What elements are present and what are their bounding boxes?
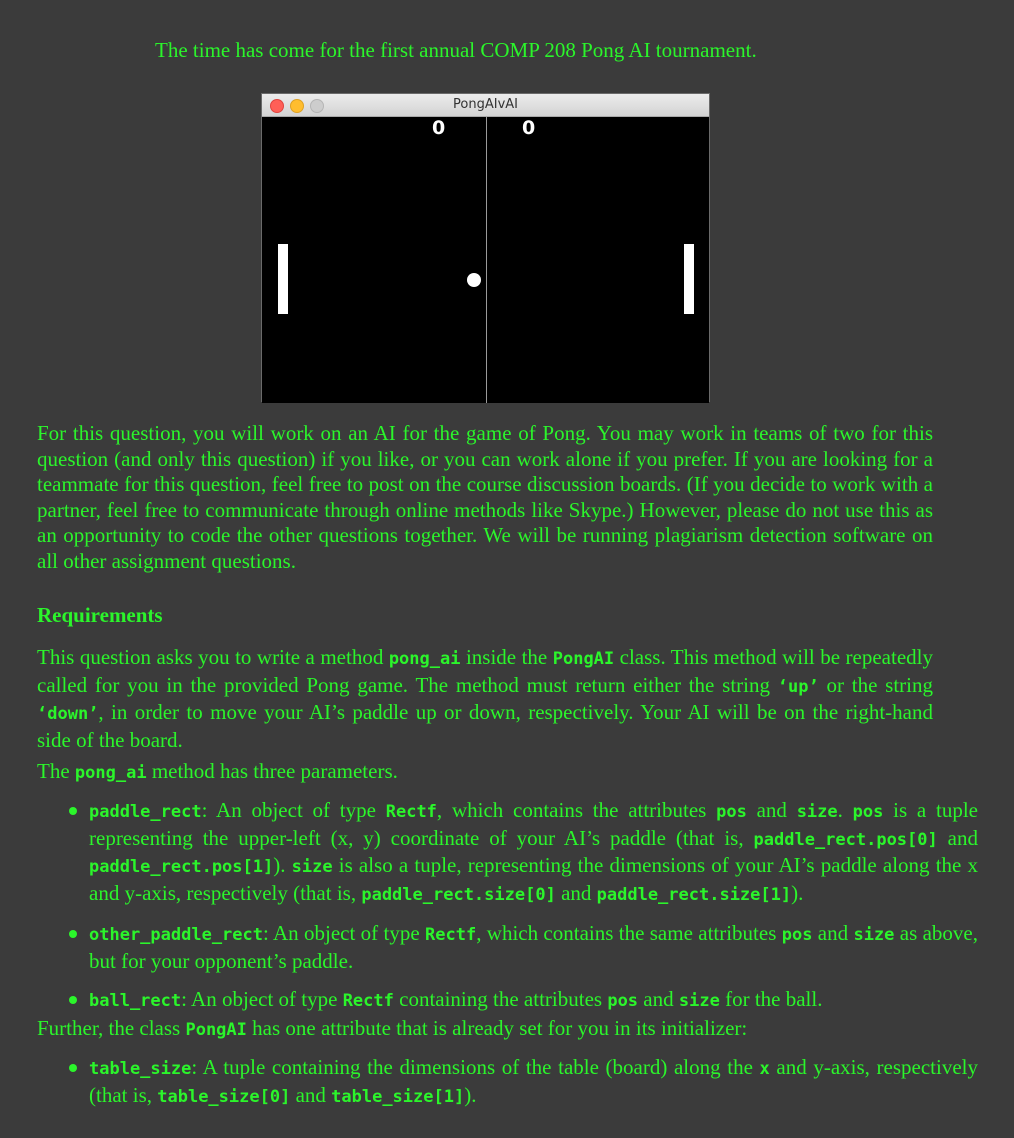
pong-game-window — [261, 93, 710, 402]
code-pong-ai: pong_ai — [74, 763, 147, 783]
zoom-window-icon[interactable] — [310, 99, 324, 113]
left-paddle — [278, 244, 288, 314]
code-up: ‘up’ — [777, 676, 819, 697]
right-paddle — [684, 244, 694, 314]
right-score: 0 — [522, 117, 536, 139]
left-score: 0 — [432, 117, 446, 139]
window-titlebar — [262, 94, 709, 117]
center-net-line — [486, 117, 487, 403]
list-item: table_size: A tuple containing the dimensions of the table (board) along the x and y-axis, respectively (that is, table_size[0] and table_size[1]). — [68, 1055, 978, 1110]
parameters-intro: The pong_ai method has three parameters. — [37, 759, 398, 783]
pong-court — [262, 117, 709, 403]
pong-ball — [467, 273, 481, 287]
list-item: ball_rect: An object of type Rectf containing the attributes pos and size for the ball. — [68, 987, 978, 1015]
window-title: PongAIvAI — [453, 97, 518, 112]
requirements-paragraph: This question asks you to write a method pong_ai inside the PongAI class. This method will be repeatedly called for you in the provided Pong game. The method must return either the string ‘up’ or the string ‘down’, in order to move your AI’s paddle up or down, respectively. Your AI will be on the right-hand side of the board. — [37, 645, 933, 752]
intro-paragraph: For this question, you will work on an AI for the game of Pong. You may work in teams of two for this question (and only this question) if you like, or you can work alone if you prefer. If you are looking for a teammate for this question, feel free to post on the course discussion boards. (If you decide to work with a partner, feel free to communicate through online methods like Skype.) However, please do not use this as an opportunity to code the other questions together. We will be running plagiarism detection software on all other assignment questions. — [37, 421, 933, 573]
list-item: other_paddle_rect: An object of type Rectf, which contains the same attributes pos and size as above, but for your opponent’s paddle. — [68, 921, 978, 974]
list-item: paddle_rect: An object of type Rectf, which contains the attributes pos and size. pos is a tuple representing the upper-left (x, y) coordinate of your AI’s paddle (that is, paddle_rect.pos[0] and paddle_rect.pos[1]). size is also a tuple, representing the dimensions of your AI’s paddle along the x and y-axis, respectively (that is, paddle_rect.size[0] and paddle_rect.size[1]). — [68, 798, 978, 908]
code-pong-ai: pong_ai — [388, 649, 461, 669]
code-pongai-class: PongAI — [185, 1020, 247, 1040]
requirements-heading: Requirements — [37, 603, 163, 627]
intro-sentence: The time has come for the first annual COMP 208 Pong AI tournament. — [155, 38, 757, 62]
attribute-list — [68, 1055, 978, 1123]
code-down: ‘down’ — [37, 704, 99, 724]
parameters-list — [68, 798, 978, 1028]
close-window-icon[interactable] — [270, 99, 284, 113]
minimize-window-icon[interactable] — [290, 99, 304, 113]
code-pongai-class: PongAI — [552, 649, 615, 669]
attribute-intro: Further, the class PongAI has one attribute that is already set for you in its initializer: — [37, 1016, 748, 1040]
